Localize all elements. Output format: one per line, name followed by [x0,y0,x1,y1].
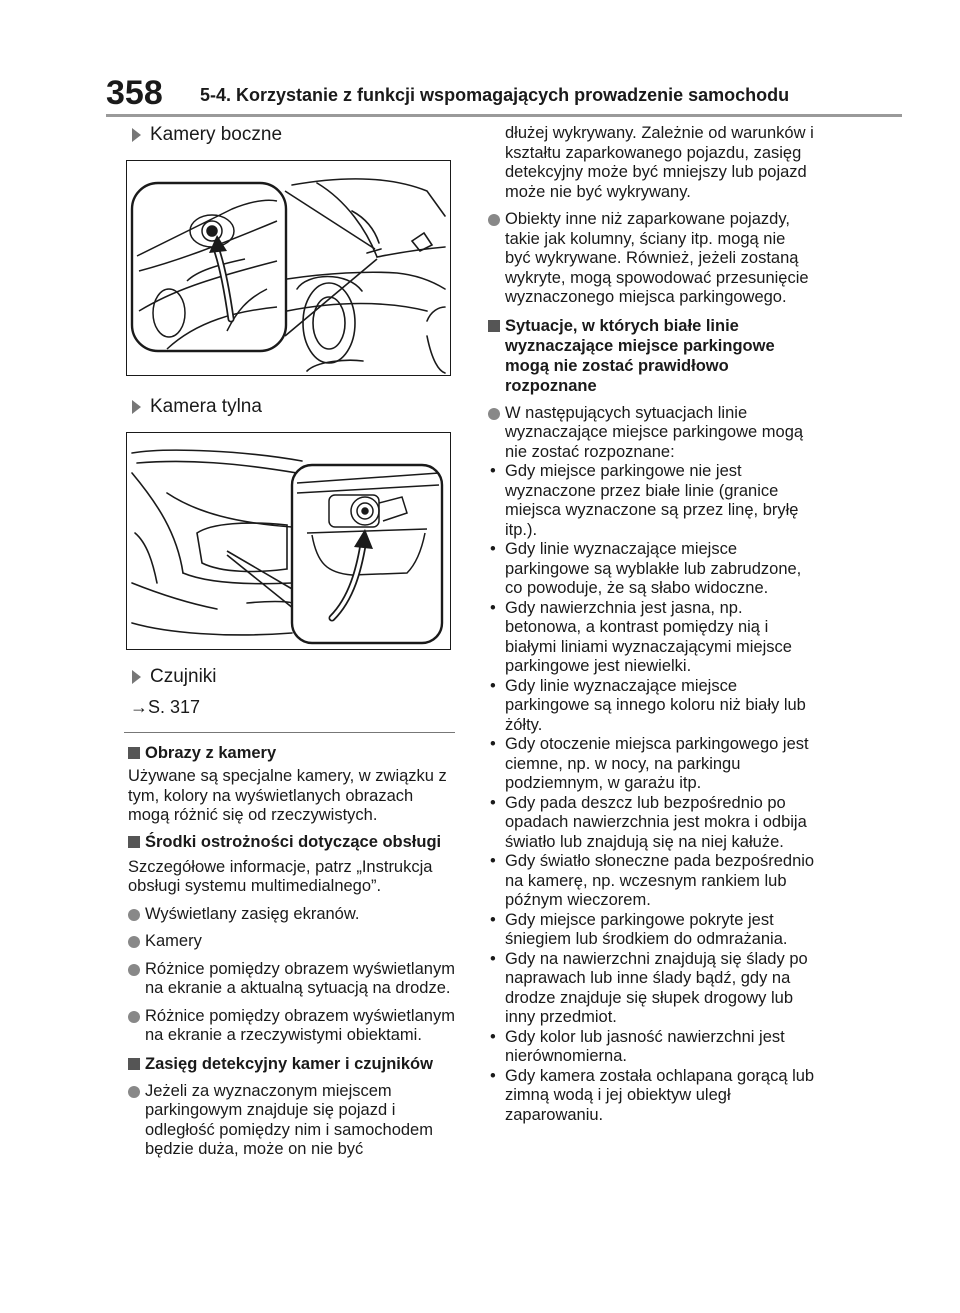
bullet-range: Jeżeli za wyznaczonym miejscem parkingowym znajduje się pojazd i odległość pomiędzy nim i samochodem będzie duża, może on nie być [120,1082,455,1160]
circle-bullet-icon [488,408,500,420]
white-lines-title: Sytuacje, w których białe linie wyznaczające miejsce parkingowe mogą nie zostać prawidłowo rozpoznane [505,316,775,395]
rear-camera-illustration [127,433,449,648]
triangle-right-icon [132,670,141,684]
situations-list [480,462,815,1125]
right-column [480,124,815,1125]
camera-images-text: Używane są specjalne kamery, w związku z tym, kolory na wyświetlanych obrazach mogą różnić się od rzeczywistych. [128,767,447,824]
bullet-other-objects: Obiekty inne niż zaparkowane pojazdy, takie jak kolumny, ściany itp. mogą nie być wykrywane. Również, jeżeli zostaną wykryte, mogą spowodować przesunięcie wyznaczonego miejsca parkingowego. [480,210,815,308]
bullet-object-difference: Różnice pomiędzy obrazem wyświetlanym na ekranie a rzeczywistymi obiektami. [120,1007,455,1046]
circle-bullet-icon [128,936,140,948]
detection-range-heading [120,1054,455,1074]
sensors-heading [120,666,455,688]
sensors-label: Czujniki [150,666,217,687]
section-rule [124,732,455,733]
chapter-title: 5-4. Korzystanie z funkcji wspomagających prowadzenie samochodu [200,85,790,105]
square-bullet-icon [128,747,140,759]
triangle-right-icon [132,400,141,414]
side-cameras-heading [120,124,455,146]
list-item: • Gdy otoczenie miejsca parkingowego jest ciemne, np. w nocy, na parkingu podziemnym, w garażu itp. [480,735,815,794]
list-item: • Gdy kolor lub jasność nawierzchni jest nierównomierna. [480,1028,815,1067]
rear-camera-figure [126,432,451,650]
list-item: • Gdy nawierzchnia jest jasna, np. betonowa, a kontrast pomiędzy nią i białymi liniami wyznaczającymi miejsce parkingowe jest niewielki. [480,599,815,677]
page-number: 358 [106,74,163,112]
circle-bullet-icon [128,1086,140,1098]
sensors-ref-text: S. 317 [148,697,201,717]
bullet-display-range: Wyświetlany zasięg ekranów. [120,905,455,925]
bullet-lines-intro: W następujących sytuacjach linie wyznaczające miejsce parkingowe mogą nie zostać rozpoznane: [480,404,815,463]
side-cameras-label: Kamery boczne [150,124,283,145]
list-item: • Gdy miejsce parkingowe pokryte jest śniegiem lub środkiem do odmrażania. [480,911,815,950]
side-camera-figure [126,160,451,376]
camera-images-heading [120,743,455,763]
square-bullet-icon [128,836,140,848]
bullet-road-difference: Różnice pomiędzy obrazem wyświetlanym na ekranie a aktualną sytuacją na drodze. [120,960,455,999]
list-item: • Gdy pada deszcz lub bezpośrednio po opadach nawierzchnia jest mokra i odbija światło lub znajdują się na niej kałuże. [480,794,815,853]
rear-camera-heading [120,396,455,418]
square-bullet-icon [488,320,500,332]
triangle-right-icon [132,128,141,142]
precautions-title: Środki ostrożności dotyczące obsługi [145,832,442,851]
side-camera-illustration [127,161,449,374]
circle-bullet-icon [128,909,140,921]
list-item: • Gdy kamera została ochlapana gorącą lub zimną wodą i jej obiektyw uległ zaparowaniu. [480,1067,815,1126]
page-header [106,76,902,116]
rear-camera-label: Kamera tylna [150,396,262,417]
list-item: • Gdy miejsce parkingowe nie jest wyznaczone przez białe linie (granice miejsca wyznaczone są przez linę, bryłę itp.). [480,462,815,540]
range-continuation: dłużej wykrywany. Zależnie od warunków i kształtu zaparkowanego pojazdu, zasięg detekcyjny może być mniejszy lub pojazd może nie być wykrywany. [505,124,814,201]
precautions-text: Szczegółowe informacje, patrz „Instrukcja obsługi systemu multimedialnego”. [128,857,433,895]
precautions-heading [120,832,455,852]
list-item: • Gdy światło słoneczne pada bezpośrednio na kamerę, np. wczesnym rankiem lub późnym wieczorem. [480,852,815,911]
header-rule [106,114,902,117]
circle-bullet-icon [128,1011,140,1023]
list-item: • Gdy na nawierzchni znajdują się ślady po naprawach lub inne ślady bądź, gdy na drodze znajduje się słupek drogowy lub inny przedmiot. [480,950,815,1028]
list-item: • Gdy linie wyznaczające miejsce parkingowe są wyblakłe lub zabrudzone, co powoduje, że są słabo widoczne. [480,540,815,599]
detection-range-title: Zasięg detekcyjny kamer i czujników [145,1054,433,1073]
camera-images-title: Obrazy z kamery [145,744,277,762]
circle-bullet-icon [128,964,140,976]
square-bullet-icon [128,1058,140,1070]
circle-bullet-icon [488,214,500,226]
list-item: • Gdy linie wyznaczające miejsce parkingowe są innego koloru niż biały lub żółty. [480,677,815,736]
bullet-cameras: Kamery [120,932,455,952]
white-lines-heading [480,316,815,396]
sensors-reference [120,696,455,718]
left-column [120,124,455,1160]
arrow-right-icon: → [130,697,148,717]
